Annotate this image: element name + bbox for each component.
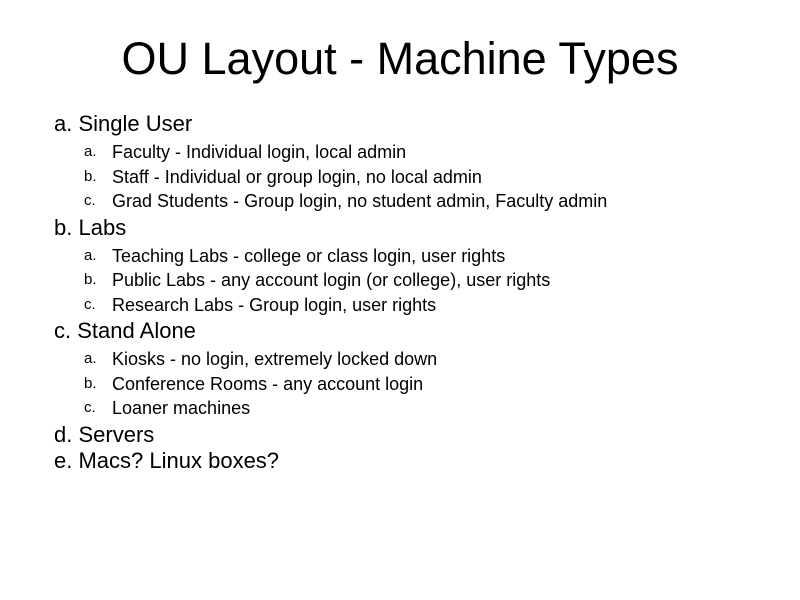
list-item-text: Teaching Labs - college or class login, user rights [112, 245, 506, 266]
sub-list-marker: a. [84, 143, 97, 160]
top-level-item [54, 111, 794, 137]
section-labs [54, 215, 794, 318]
slide-content [54, 111, 794, 474]
list-item [54, 244, 794, 269]
sub-list-marker: c. [84, 192, 96, 209]
section-label: Single User [78, 111, 193, 136]
section-label: Labs [78, 214, 127, 240]
list-item [54, 189, 794, 214]
section-servers [54, 422, 794, 448]
sub-list-marker: a. [84, 350, 97, 367]
list-item [54, 293, 794, 318]
section-macs-linux [54, 448, 794, 474]
sub-list-marker: c. [84, 399, 96, 416]
sub-list-marker: b. [84, 167, 97, 185]
list-item-text: Staff - Individual or group login, no local admin [112, 166, 482, 187]
sub-list-marker: c. [84, 295, 96, 313]
sub-list-marker: b. [84, 271, 97, 288]
sub-list-marker: a. [84, 246, 97, 264]
top-level-item [54, 318, 794, 344]
list-item-text: Kiosks - no login, extremely locked down [112, 349, 438, 369]
list-item-text: Loaner machines [112, 398, 251, 418]
list-item-text: Grad Students - Group login, no student admin, Faculty admin [112, 191, 608, 211]
section-label: Servers [78, 421, 155, 447]
list-item-text: Public Labs - any account login (or college), user rights [112, 270, 551, 290]
list-item [54, 140, 794, 165]
sub-list [54, 347, 794, 421]
top-level-item [54, 215, 794, 241]
list-item [54, 396, 794, 421]
sub-list-marker: b. [84, 374, 97, 392]
list-item-text: Faculty - Individual login, local admin [112, 142, 407, 162]
list-marker: b. [54, 214, 73, 240]
list-marker: a. [54, 111, 73, 136]
list-item [54, 165, 794, 190]
sub-list [54, 244, 794, 318]
section-label: Macs? Linux boxes? [78, 447, 280, 473]
section-single-user [54, 111, 794, 214]
sub-list [54, 140, 794, 214]
section-label: Stand Alone [77, 318, 196, 343]
list-item-text: Conference Rooms - any account login [112, 373, 424, 394]
list-item [54, 268, 794, 293]
section-stand-alone [54, 318, 794, 421]
list-marker: d. [54, 421, 73, 447]
top-level-item [54, 448, 794, 474]
slide-title: OU Layout - Machine Types [121, 33, 679, 84]
list-marker: e. [54, 447, 73, 473]
top-level-item [54, 422, 794, 448]
list-item-text: Research Labs - Group login, user rights [112, 294, 437, 315]
list-item [54, 372, 794, 397]
list-item [54, 347, 794, 372]
list-marker: c. [54, 318, 72, 343]
